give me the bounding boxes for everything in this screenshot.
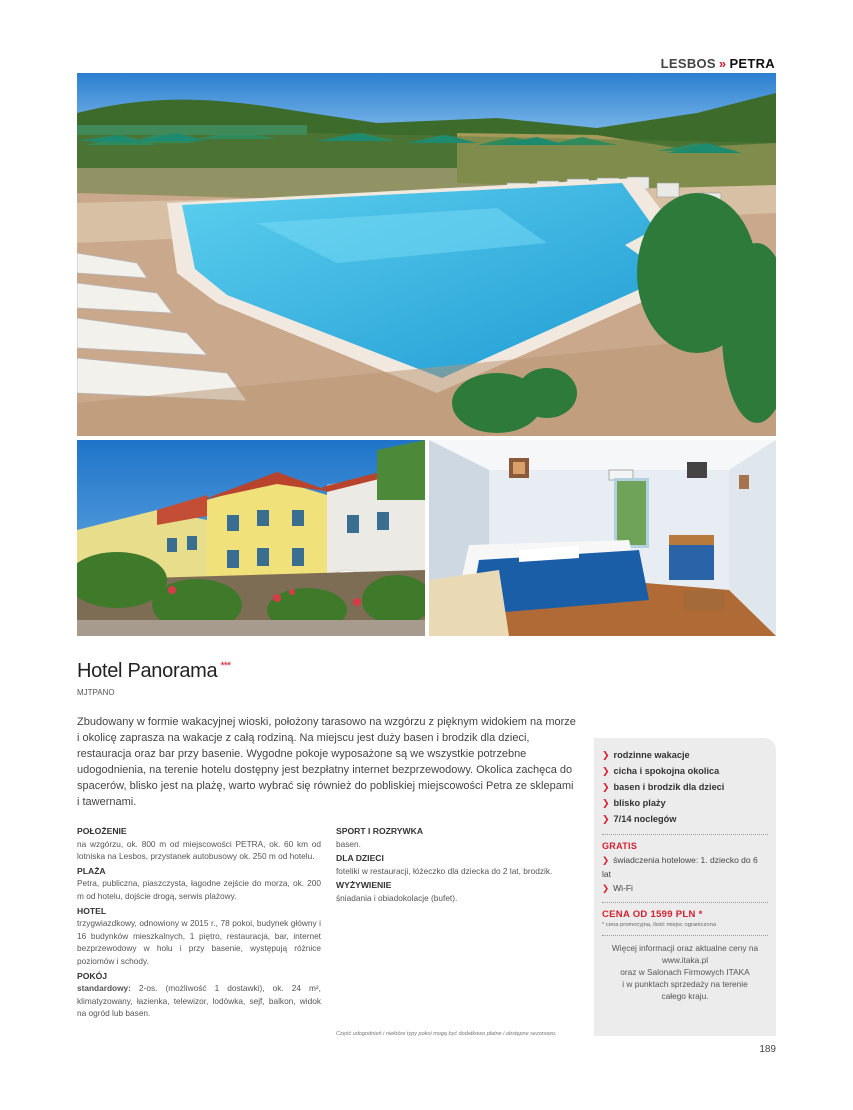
feature-item: ❯ 7/14 noclegów <box>602 814 677 824</box>
hotel-name-text: Hotel Panorama <box>77 660 218 682</box>
feature-item: ❯ basen i brodzik dla dzieci <box>602 782 725 792</box>
page-number: 189 <box>759 1044 776 1055</box>
chevron-right-icon: ❯ <box>602 855 610 865</box>
hotel-pool-photo <box>77 73 776 436</box>
food-text: śniadania i obiadokolacje (bufet). <box>336 892 458 903</box>
location-heading: POŁOŻENIE <box>77 826 127 836</box>
divider <box>602 834 768 835</box>
gratis-item: ❯ Wi-Fi <box>602 883 633 893</box>
food-heading: WYŻYWIENIE <box>336 880 392 891</box>
breadcrumb <box>661 56 775 71</box>
price-note: * cena promocyjna, ilość miejsc ograniczona <box>602 922 717 928</box>
hotel-name <box>77 660 230 683</box>
room-type: standardowy: <box>77 983 131 994</box>
kids-text: foteliki w restauracji, łóżeczko dla dziecka do 2 lat, brodzik. <box>336 865 553 876</box>
room-description: 2-os. (możliwość 1 dostawki), ok. 24 m², klimatyzowany, łazienka, telewizor, lodówka, sejf, balkon, widok na ogród lub basen. <box>77 983 321 1019</box>
divider <box>602 935 768 936</box>
hotel-room-photo <box>429 440 776 636</box>
breadcrumb-separator: » <box>718 56 727 71</box>
price-heading: CENA OD 1599 PLN * <box>602 909 703 920</box>
kids-heading: DLA DZIECI <box>336 853 384 864</box>
chevron-right-icon: ❯ <box>602 750 610 760</box>
hotel-heading: HOTEL <box>77 905 107 916</box>
feature-item: ❯ rodzinne wakacje <box>602 750 690 760</box>
feature-item: ❯ cicha i spokojna okolica <box>602 766 720 776</box>
chevron-right-icon: ❯ <box>602 766 610 776</box>
chevron-right-icon: ❯ <box>602 782 610 792</box>
more-info-text: Więcej informacji oraz aktualne ceny na www.itaka.pl oraz w Salonach Firmowych ITAKA i w punktach sprzedaży na terenie całego kraju. <box>602 942 768 1002</box>
amenities-footnote: Część udogodnień i niektóre typy pokoi mogą być dodatkowo płatne i obstępne sezonowo. <box>336 1031 557 1037</box>
sport-text: basen. <box>336 838 361 849</box>
details-mid-column <box>336 825 576 907</box>
gratis-heading: GRATIS <box>602 841 638 851</box>
breadcrumb-town: PETRA <box>729 56 775 71</box>
beach-heading: PLAŻA <box>77 865 106 876</box>
beach-text: Petra, publiczna, piaszczysta, łagodne zejście do morza, ok. 200 m od hotelu, dojście drogą, serwis plażowy. <box>77 878 321 901</box>
gratis-item: ❯ świadczenia hotelowe: 1. dziecko do 6 lat <box>602 855 758 879</box>
chevron-right-icon: ❯ <box>602 814 610 824</box>
website-link[interactable]: www.itaka.pl <box>661 955 709 965</box>
features-list <box>602 747 768 827</box>
feature-item: ❯ blisko plaży <box>602 798 666 808</box>
offer-sidebar <box>594 738 776 1036</box>
room-heading: POKÓJ <box>77 970 108 981</box>
breadcrumb-region: LESBOS <box>660 56 716 71</box>
hotel-code: MJTPANO <box>77 688 115 697</box>
chevron-right-icon: ❯ <box>602 798 610 808</box>
divider <box>602 902 768 903</box>
intro-paragraph: Zbudowany w formie wakacyjnej wioski, położony tarasowo na wzgórzu z pięknym widokiem na morze i okolicę zaprasza na wakacje z całą rodziną. Na miejscu jest duży basen i brodzik dla dzieci, restauracja oraz bar przy basenie. Wygodne pokoje wyposażone są we wszystkie potrzebne udogodnienia, na terenie hotelu dostępny jest bezpłatny internet bezprzewodowy. Okolica zachęca do spacerów, blisko jest na plażę, warto wybrać się również do pobliskiej miejscowości Petra ze sklepami i tawernami. <box>77 716 576 808</box>
hotel-building-photo <box>77 440 425 636</box>
location-text: na wzgórzu, ok. 800 m od miejscowości PETRA, ok. 60 km od lotniska na Lesbos, przystanek autobusowy ok. 250 m od hotelu. <box>77 838 321 862</box>
chevron-right-icon: ❯ <box>602 883 610 893</box>
details-left-column <box>77 825 321 1022</box>
hotel-text: trzygwiazdkowy, odnowiony w 2015 r., 78 pokoi, budynek główny i 16 budynków mieszkalnych, 1 piętro, restauracja, bar, internet bezprzewodowy w holu i przy basenie, występują różnice poziomów i schody. <box>77 918 321 966</box>
room-text <box>77 982 321 1020</box>
hotel-stars: *** <box>220 660 231 673</box>
sport-heading: SPORT I ROZRYWKA <box>336 826 424 836</box>
